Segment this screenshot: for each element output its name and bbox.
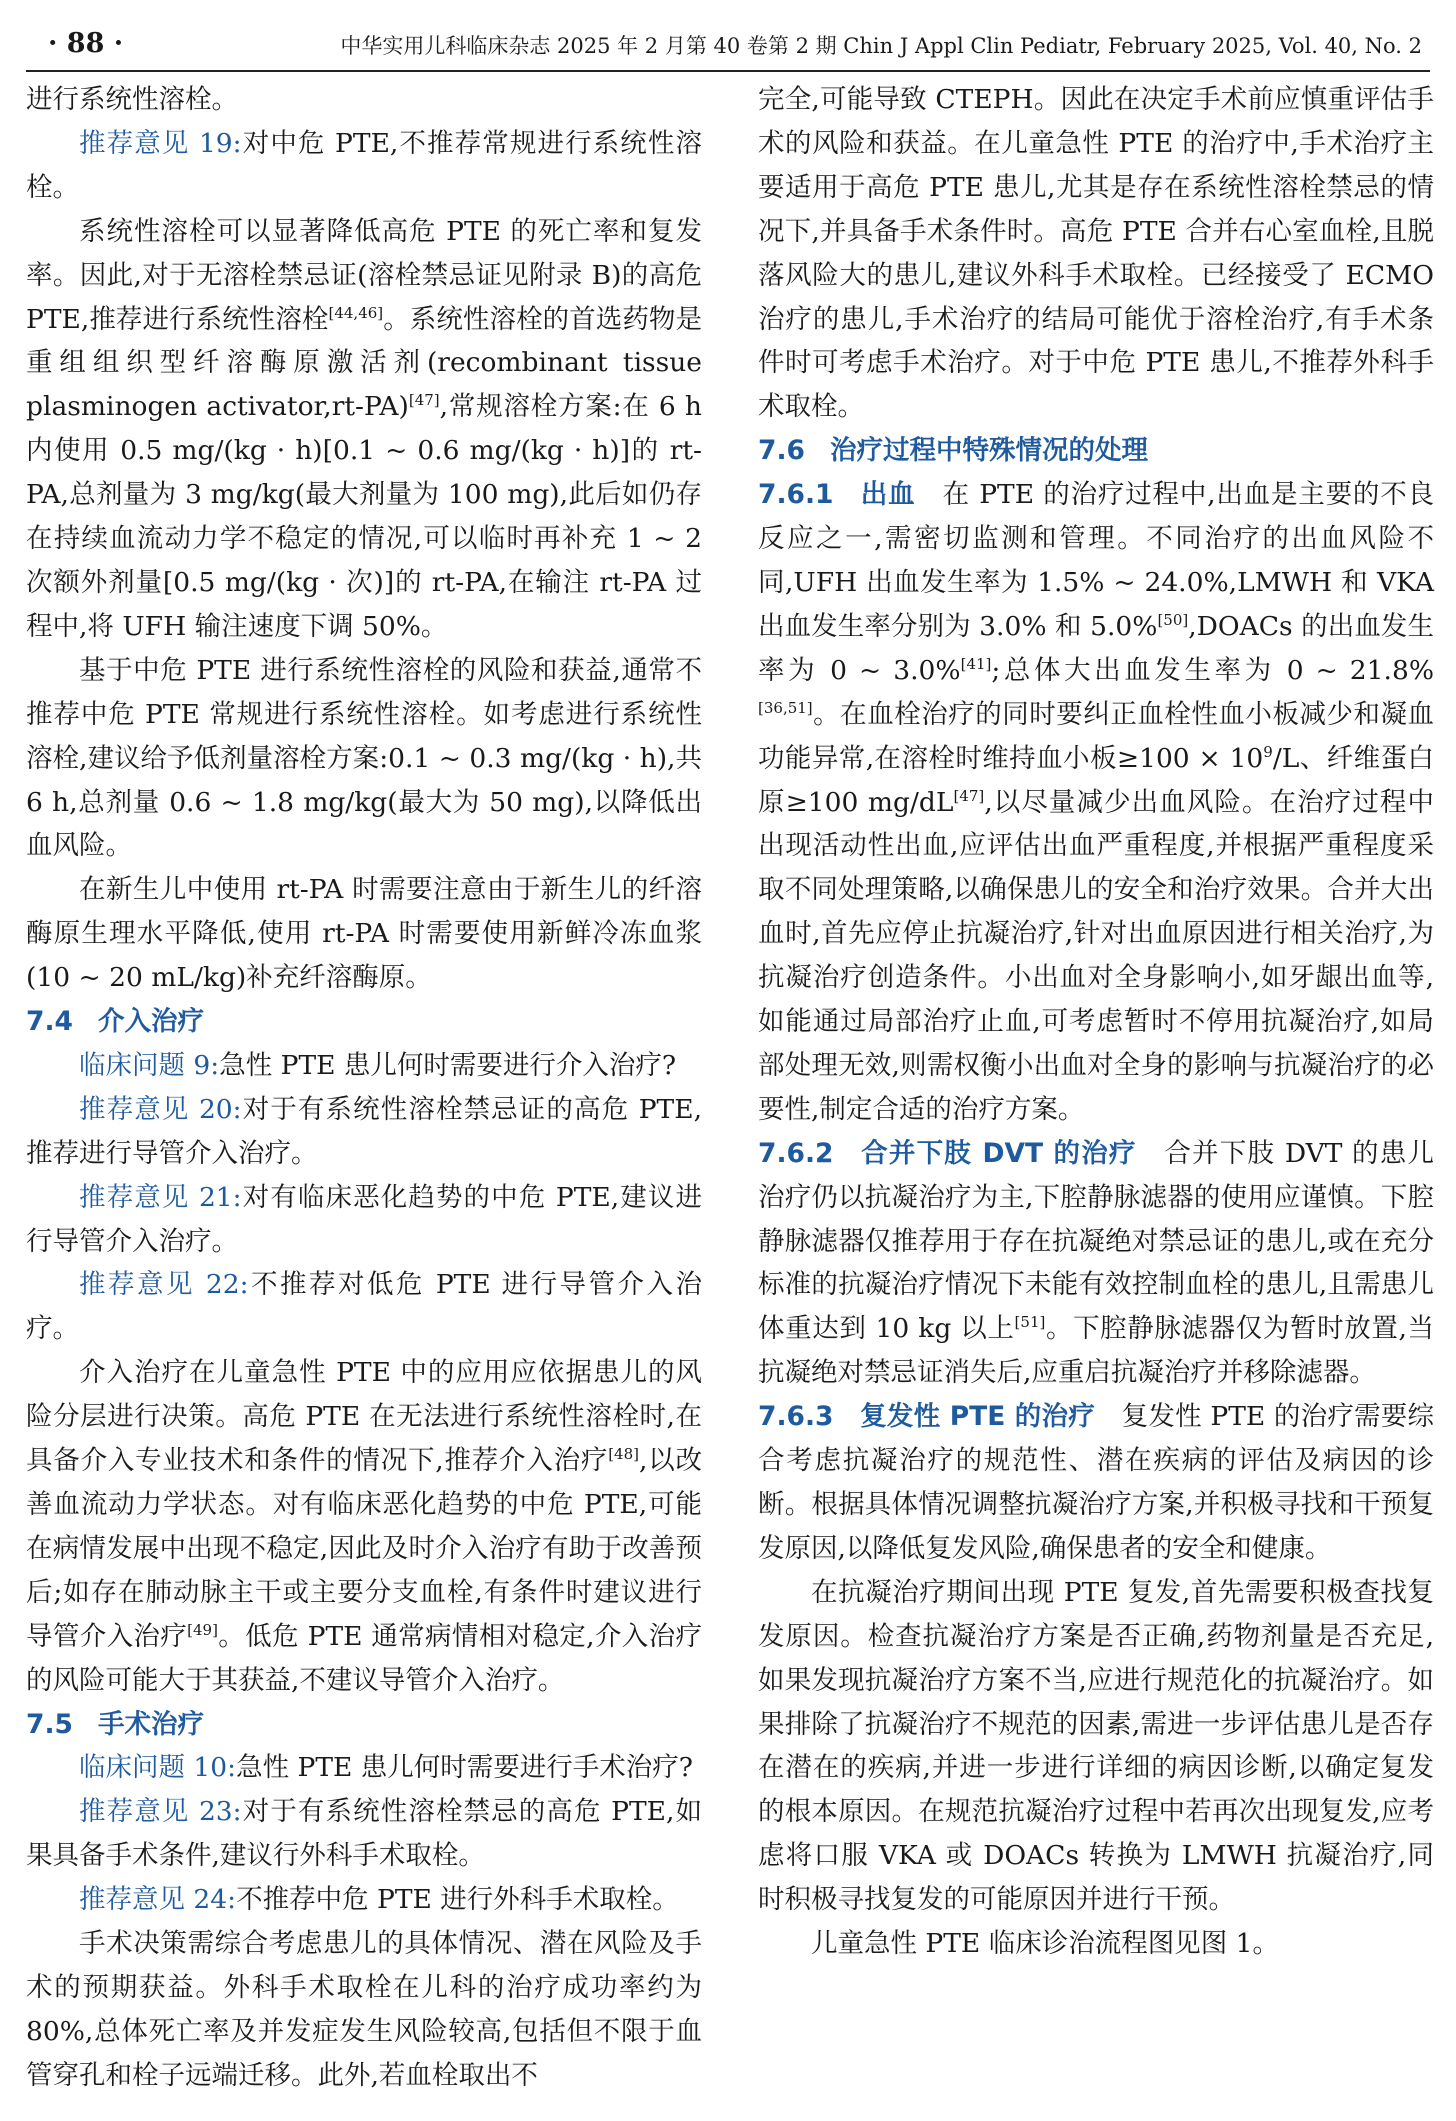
subsection-title: 出血 [859, 479, 916, 511]
citation: [49] [187, 1620, 218, 1639]
paragraph: 基于中危 PTE 进行系统性溶栓的风险和获益,通常不推荐中危 PTE 常规进行系统性溶栓。如考虑进行系统性溶栓,建议给予低剂量溶栓方案:0.1 ~ 0.3 mg/(kg · h),共 6 h,总剂量 0.6 ~ 1.8 mg/kg(最大为 50 mg),以降低出血风险。 [26, 654, 702, 862]
right-column [758, 78, 1434, 1966]
running-header [26, 18, 1430, 72]
recommendation-24: 推荐意见 24:不推荐中危 PTE 进行外科手术取栓。 [79, 1884, 679, 1916]
paragraph: 进行系统性溶栓。 [26, 84, 238, 115]
superscript: 9 [1263, 742, 1273, 761]
citation: [48] [608, 1445, 639, 1464]
paragraph: 系统性溶栓可以显著降低高危 PTE 的死亡率和复发率。因此,对于无溶栓禁忌证(溶栓禁忌证见附录 B)的高危 PTE,推荐进行系统性溶栓[44,46]。系统性溶栓的首选药物是重组组织型纤溶酶原激活剂(recombinant tissue plasminogen activator,rt-PA)[47],常规溶栓方案:在 6 h 内使用 0.5 mg/(kg · h)[0.1 ~ 0.6 mg/(kg · h)]的 rt-PA,总剂量为 3 mg/kg(最大剂量为 100 mg),此后如仍存在持续血流动力学不稳定的情况,可以临时再补充 1 ~ 2 次额外剂量[0.5 mg/(kg · 次)]的 rt-PA,在输注 rt-PA 过程中,将 UFH 输注速度下调 50%。 [26, 215, 702, 642]
section-heading-7-6: 7.6 治疗过程中特殊情况的处理 [758, 435, 1148, 467]
section-heading-7-4: 7.4 介入治疗 [26, 1006, 204, 1038]
recommendation-label: 推荐意见 19: [79, 127, 242, 159]
recommendation-20: 推荐意见 20:对于有系统性溶栓禁忌证的高危 PTE,推荐进行导管介入治疗。 [26, 1093, 702, 1169]
paragraph: 介入治疗在儿童急性 PTE 中的应用应依据患儿的风险分层进行决策。高危 PTE 在无法进行系统性溶栓时,在具备介入专业技术和条件的情况下,推荐介入治疗[48],以改善血流动力学状态。对有临床恶化趋势的中危 PTE,可能在病情发展中出现不稳定,因此及时介入治疗有助于改善预后;如存在肺动脉主干或主要分支血栓,有条件时建议进行导管介入治疗[49]。低危 PTE 通常病情相对稳定,介入治疗的风险可能大于其获益,不建议导管介入治疗。 [26, 1357, 703, 1696]
citation: [44,46] [328, 303, 384, 322]
paragraph: 在新生儿中使用 rt-PA 时需要注意由于新生儿的纤溶酶原生理水平降低,使用 rt-PA 时需要使用新鲜冷冻血浆(10 ~ 20 mL/kg)补充纤溶酶原。 [26, 874, 702, 994]
citation: [36,51] [758, 698, 813, 717]
clinical-question-10: 临床问题 10:急性 PTE 患儿何时需要进行手术治疗? [79, 1752, 693, 1784]
paragraph: 完全,可能导致 CTEPH。因此在决定手术前应慎重评估手术的风险和获益。在儿童急性 PTE 的治疗中,手术治疗主要适用于高危 PTE 患儿,尤其是存在系统性溶栓禁忌的情况下,并具备手术条件时。高危 PTE 合并右心室血栓,且脱落风险大的患儿,建议外科手术取栓。已经接受了 ECMO 治疗的患儿,手术治疗的结局可能优于溶栓治疗,有手术条件时可考虑手术治疗。对于中危 PTE 患儿,不推荐外科手术取栓。 [758, 84, 1434, 423]
recommendation-21: 推荐意见 21:对有临床恶化趋势的中危 PTE,建议进行导管介入治疗。 [26, 1181, 702, 1257]
section-heading-7-5: 7.5 手术治疗 [26, 1708, 204, 1740]
citation: [47] [408, 391, 440, 410]
page-number: · 88 · [48, 28, 124, 59]
recommendation-23: 推荐意见 23:对于有系统性溶栓禁忌的高危 PTE,如果具备手术条件,建议行外科手术取栓。 [26, 1796, 702, 1872]
citation: [47] [953, 786, 985, 805]
citation: [50] [1157, 611, 1189, 630]
paragraph: 儿童急性 PTE 临床诊治流程图见图 1。 [811, 1928, 1279, 1960]
paragraph: 在抗凝治疗期间出现 PTE 复发,首先需要积极查找复发原因。检查抗凝治疗方案是否正确,药物剂量是否充足,如果发现抗凝治疗方案不当,应进行规范化的抗凝治疗。如果排除了抗凝治疗不规范的因素,需进一步评估患儿是否存在潜在的疾病,并进一步进行详细的病因诊断,以确定复发的根本原因。在规范抗凝治疗过程中若再次出现复发,应考虑将口服 VKA 或 DOACs 转换为 LMWH 抗凝治疗,同时积极寻找复发的可能原因并进行干预。 [758, 1576, 1434, 1916]
subsection-7-6-1: 7.6.1 出血 在 PTE 的治疗过程中,出血是主要的不良反应之一,需密切监测和管理。不同治疗的出血风险不同,UFH 出血发生率为 1.5% ~ 24.0%,LMWH 和 VKA 出血发生率分别为 3.0% 和 5.0%[50],DOACs 的出血发生率为 0 ~ 3.0%[41];总体大出血发生率为 0 ~ 21.8%[36,51]。在血栓治疗的同时要纠正血栓性血小板减少和凝血功能异常,在溶栓时维持血小板$\ge 100 \times 10^9/L$、纤维蛋白原≥100 mg/dL[47],以尽量减少出血风险。在治疗过程中出现活动性出血,应评估出血严重程度,并根据严重程度采取不同处理策略,以确保患儿的安全和治疗效果。合并大出血时,首先应停止抗凝治疗,针对出血原因进行相关治疗,为抗凝治疗创造条件。小出血对全身影响小,如牙龈出血等,如能通过局部治疗止血,可考虑暂时不停用抗凝治疗,如局部处理无效,则需权衡小出血对全身的影响与抗凝治疗的必要性,制定合适的治疗方案。 [758, 479, 1435, 1125]
citation: [51] [1014, 1313, 1046, 1332]
subsection-title: 合并下肢 DVT 的治疗 [859, 1137, 1137, 1169]
journal-citation: 中华实用儿科临床杂志 2025 年 2 月第 40 卷第 2 期 Chin J Appl Clin Pediatr, February 2025, Vol. 40, No. 2 [340, 34, 1422, 58]
recommendation-22: 推荐意见 22:不推荐对低危 PTE 进行导管介入治疗。 [26, 1269, 703, 1345]
recommendation-19: 推荐意见 19:对中危 PTE,不推荐常规进行系统性溶栓。 [26, 127, 702, 203]
subsection-title: 复发性 PTE 的治疗 [859, 1401, 1095, 1433]
subsection-7-6-2: 7.6.2 合并下肢 DVT 的治疗 合并下肢 DVT 的患儿治疗仍以抗凝治疗为主,下腔静脉滤器的使用应谨慎。下腔静脉滤器仅推荐用于存在抗凝绝对禁忌证的患儿,或在充分标准的抗凝治疗情况下未能有效控制血栓的患儿,且需患儿体重达到 10 kg 以上[51]。下腔静脉滤器仅为暂时放置,当抗凝绝对禁忌证消失后,应重启抗凝治疗并移除滤器。 [758, 1137, 1434, 1389]
clinical-question-9: 临床问题 9:急性 PTE 患儿何时需要进行介入治疗? [79, 1049, 677, 1081]
paragraph: 手术决策需综合考虑患儿的具体情况、潜在风险及手术的预期获益。外科手术取栓在儿科的治疗成功率约为 80%,总体死亡率及并发症发生风险较高,包括但不限于血管穿孔和栓子远端迁移。此外,若血栓取出不 [26, 1928, 702, 2091]
subsection-7-6-3: 7.6.3 复发性 PTE 的治疗 复发性 PTE 的治疗需要综合考虑抗凝治疗的规范性、潜在疾病的评估及病因的诊断。根据具体情况调整抗凝治疗方案,并积极寻找和干预复发原因,以降低复发风险,确保患者的安全和健康。 [758, 1401, 1434, 1564]
left-column [26, 78, 702, 2098]
citation: [41] [960, 654, 992, 673]
